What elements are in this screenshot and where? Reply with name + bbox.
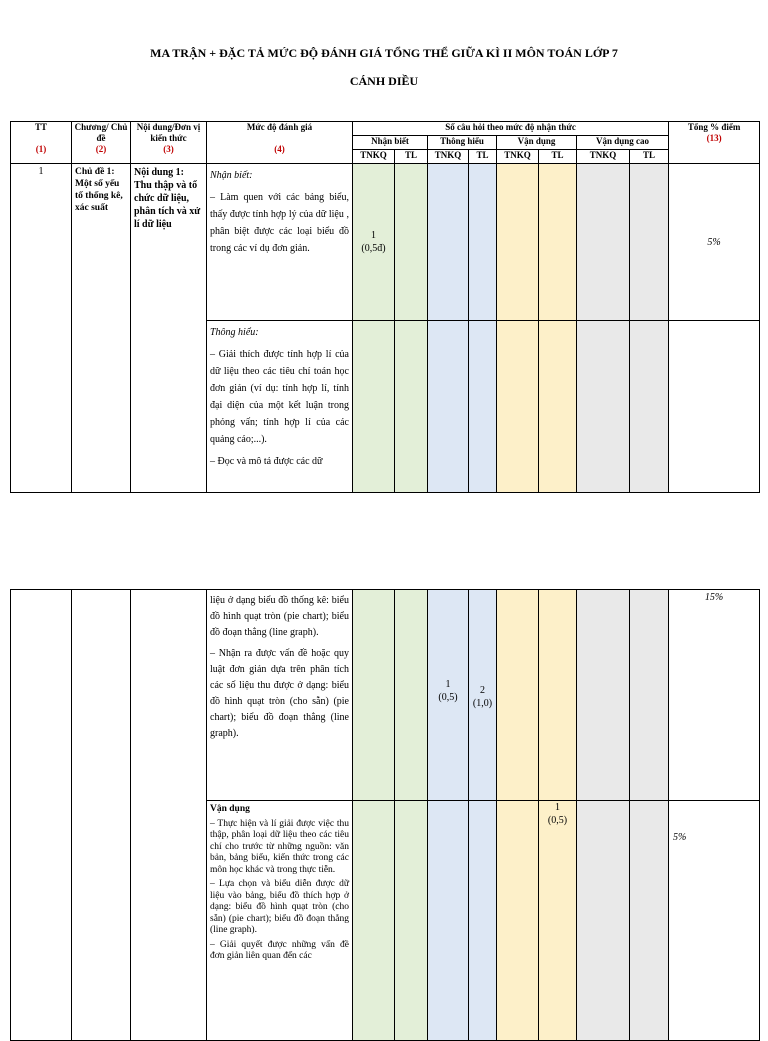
thong-hieu-tnkq-cell (428, 321, 469, 493)
th-tnkq-count: 1 (445, 679, 451, 690)
thong-hieu-tl-cell (469, 590, 497, 801)
header-tt-index: (1) (35, 144, 47, 154)
van-dung-cao-tl-cell (630, 590, 669, 801)
total-cell (669, 321, 760, 493)
nhan-biet-text: – Làm quen với các bảng biểu, thấy được tính hợp lý của dữ liệu , phân biệt được các loại biểu đồ trong các ví dụ đơn giản. (210, 192, 349, 254)
header-tt-label: TT (34, 122, 47, 132)
van-dung-cao-tnkq-cell (577, 590, 630, 801)
nhan-biet-tnkq-cell (353, 321, 395, 493)
van-dung-cao-tl-cell (630, 801, 669, 1041)
van-dung-tl-cell (539, 321, 577, 493)
van-dung-tl-cell (539, 590, 577, 801)
van-dung-text-2: – Lựa chọn và biểu diễn được dữ liệu vào bảng, biểu đồ thích hợp ở dạng: biểu đồ hình quạt tròn (cho sẵn) (pie chart); biểu đồ đoạn thẳng (line graph). (210, 879, 349, 935)
thong-hieu-tl-cell (469, 801, 497, 1041)
header-tl: TL (630, 150, 669, 164)
nhan-biet-tnkq-cell (353, 801, 395, 1041)
header-level-index: (4) (274, 144, 285, 154)
header-nhan-biet: Nhận biết (353, 136, 428, 150)
header-level (207, 122, 353, 164)
thong-hieu-tl-cell (469, 164, 497, 321)
van-dung-heading: Vận dụng (210, 804, 250, 814)
thong-hieu-text-4: – Nhận ra được vấn đề hoặc quy luật đơn giản dựa trên phân tích các số liệu thu được ở dạng: biểu đồ hình quạt tròn (cho sẵn) (pie chart); biểu đồ đoạn thẳng (line graph). (210, 648, 349, 739)
van-dung-cao-tnkq-cell (577, 164, 630, 321)
thong-hieu-tnkq-cell (428, 801, 469, 1041)
header-tt (11, 122, 72, 164)
van-dung-text-3: – Giải quyết được những vấn đề đơn giản liên quan đến các (210, 939, 349, 961)
thong-hieu-description (207, 321, 353, 493)
header-chapter-index: (2) (95, 144, 107, 154)
thong-hieu-tl-cell (469, 321, 497, 493)
thong-hieu-text-1: – Giải thích được tính hợp lí của dữ liệu theo các tiêu chí toán học đơn giản (ví dụ: tính hợp lí, tính đại diện của một kết luận trong phỏng vấn; tính hợp lí của các quảng cáo;...). (210, 349, 349, 445)
row-tt: 1 (11, 164, 72, 493)
header-total-index: (13) (706, 133, 722, 143)
header-tl: TL (469, 150, 497, 164)
document-title: MA TRẬN + ĐẶC TẢ MỨC ĐỘ ĐÁNH GIÁ TỔNG THỂ GIỮA KÌ II MÔN TOÁN LỚP 7 (150, 46, 618, 60)
van-dung-tl-cell (539, 164, 577, 321)
header-van-dung: Vận dụng (497, 136, 577, 150)
th-tl-score: (1,0) (472, 698, 493, 709)
van-dung-tnkq-cell (497, 590, 539, 801)
total-percent: 5% (669, 164, 760, 321)
nb-score: (0,5đ) (361, 243, 386, 254)
header-chapter (72, 122, 131, 164)
content-continued (131, 590, 207, 1041)
nhan-biet-heading: Nhận biết: (210, 170, 253, 181)
header-tnkq: TNKQ (428, 150, 469, 164)
van-dung-tl-cell (539, 801, 577, 1041)
thong-hieu-text-3: liệu ở dạng biểu đồ thống kê: biểu đồ hình quạt tròn (pie chart); biểu đồ đoạn thẳng (line graph). (210, 595, 349, 638)
thong-hieu-description-continued (207, 590, 353, 801)
nhan-biet-description (207, 164, 353, 321)
header-tl: TL (395, 150, 428, 164)
header-tnkq: TNKQ (577, 150, 630, 164)
th-tl-count: 2 (480, 685, 485, 696)
thong-hieu-heading: Thông hiểu: (210, 327, 259, 338)
van-dung-cao-tnkq-cell (577, 321, 630, 493)
total-percent: 5% (669, 801, 760, 1041)
header-tl: TL (539, 150, 577, 164)
van-dung-description (207, 801, 353, 1041)
header-level-label: Mức độ đánh giá (246, 122, 313, 132)
content-cell: Nội dung 1: Thu thập và tổ chức dữ liệu, phân tích và xử lí dữ liệu (131, 164, 207, 493)
nb-count: 1 (371, 230, 376, 241)
thong-hieu-tnkq-cell (428, 590, 469, 801)
nhan-biet-tnkq-cell (353, 164, 395, 321)
topic-continued (72, 590, 131, 1041)
matrix-table-top (10, 121, 760, 493)
header-total-label: Tổng % điểm (687, 122, 741, 132)
header-chapter-label: Chương/ Chủ đề (74, 122, 128, 143)
van-dung-cao-tnkq-cell (577, 801, 630, 1041)
total-percent: 15% (669, 590, 760, 801)
nhan-biet-tl-cell (395, 321, 428, 493)
van-dung-tnkq-cell (497, 321, 539, 493)
thong-hieu-tnkq-cell (428, 164, 469, 321)
van-dung-text-1: – Thực hiện và lí giải được việc thu thập, phân loại dữ liệu theo các tiêu chí cho trước từ những nguồn: văn bản, bảng biểu, kiến thức trong các môn học khác và trong thực tiễn. (210, 818, 349, 875)
nhan-biet-tnkq-cell (353, 590, 395, 801)
tt-continued (11, 590, 72, 1041)
th-tnkq-score: (0,5) (438, 692, 458, 703)
header-thong-hieu: Thông hiểu (428, 136, 497, 150)
header-van-dung-cao: Vận dụng cao (577, 136, 669, 150)
header-tnkq: TNKQ (353, 150, 395, 164)
van-dung-cao-tl-cell (630, 321, 669, 493)
header-content-index: (3) (163, 144, 174, 154)
header-content-label: Nội dung/Đơn vị kiến thức (136, 122, 201, 143)
van-dung-cao-tl-cell (630, 164, 669, 321)
van-dung-tnkq-cell (497, 801, 539, 1041)
header-total (669, 122, 760, 164)
van-dung-tnkq-cell (497, 164, 539, 321)
vd-count: 1 (555, 802, 560, 813)
matrix-table-continued (10, 589, 760, 1041)
header-question-count: Số câu hỏi theo mức độ nhận thức (353, 122, 669, 136)
thong-hieu-text-2: – Đọc và mô tả được các dữ (210, 456, 323, 467)
header-content (131, 122, 207, 164)
nhan-biet-tl-cell (395, 590, 428, 801)
nhan-biet-tl-cell (395, 164, 428, 321)
topic-cell: Chủ đề 1: Một số yếu tố thống kê, xác suất (72, 164, 131, 493)
nhan-biet-tl-cell (395, 801, 428, 1041)
vd-score: (0,5) (547, 815, 568, 826)
document-subtitle: CÁNH DIỀU (349, 74, 419, 88)
header-tnkq: TNKQ (497, 150, 539, 164)
